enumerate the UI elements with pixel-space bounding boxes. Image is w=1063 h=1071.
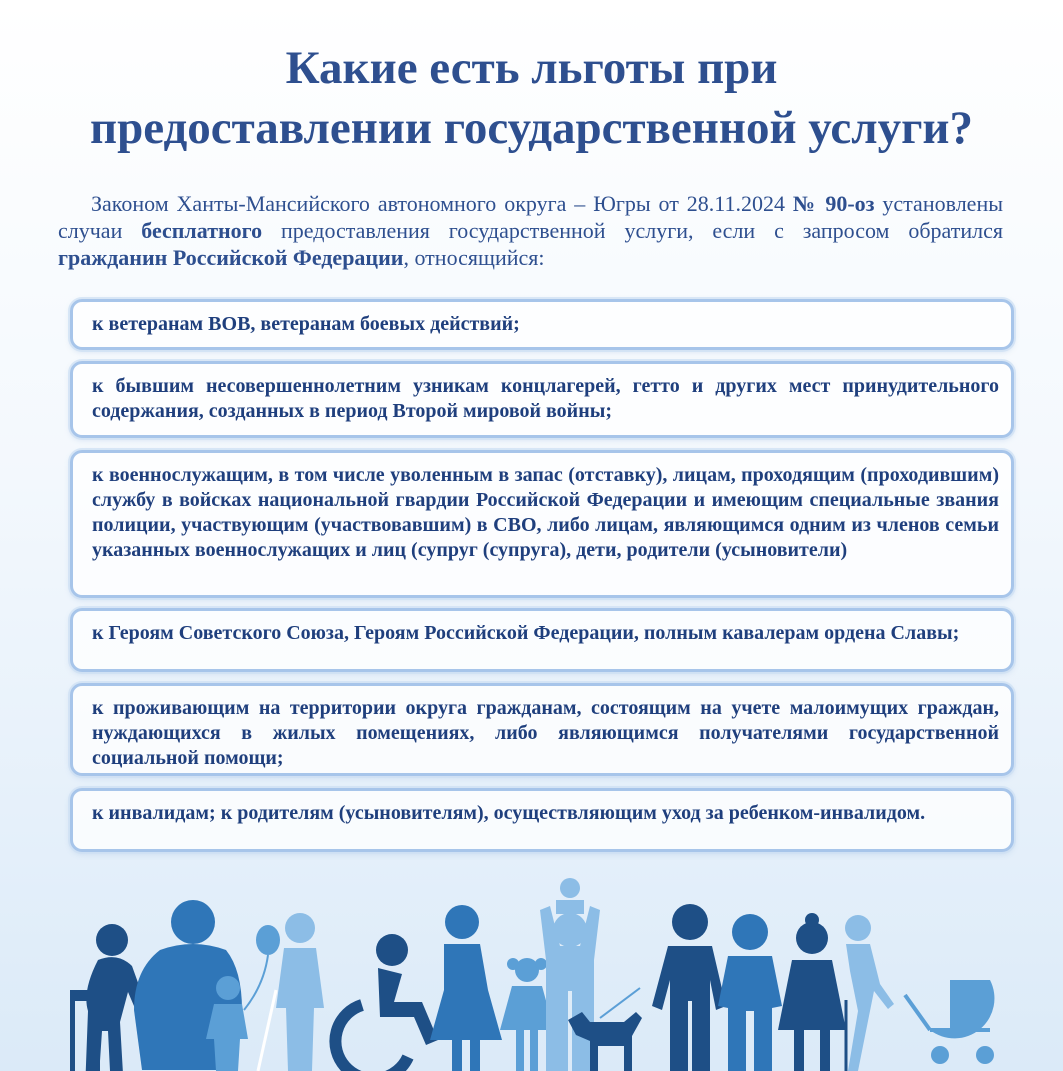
category-text: к бывшим несовершеннолетним узникам концлагерей, гетто и других мест принудительного содержания, созданных в период Второй мировой войны; bbox=[92, 375, 999, 422]
category-text: к ветеранам ВОВ, ветеранам боевых действий; bbox=[92, 313, 520, 335]
law-number: № 90-оз bbox=[792, 191, 875, 216]
little-girl-icon bbox=[500, 958, 554, 1071]
intro-text-1: Законом Ханты-Мансийского автономного округа – Югры от 28.11.2024 bbox=[91, 191, 793, 216]
category-box-low-income bbox=[70, 683, 1014, 776]
wheelchair-user-icon bbox=[335, 934, 438, 1071]
category-box-veterans bbox=[70, 299, 1014, 350]
category-box-disabled bbox=[70, 788, 1014, 852]
category-box-prisoners bbox=[70, 361, 1014, 438]
people-silhouettes-illustration bbox=[0, 870, 1063, 1071]
intro-text-4: , относящийся: bbox=[403, 245, 545, 270]
title-line-2: предоставлении государственной услуги? bbox=[90, 102, 973, 154]
category-text: к военнослужащим, в том числе уволенным в запас (отставку), лицам, проходящим (проходившим) службу в войсках национальной гвардии Российской Федерации и имеющим специальные звания полиции, участвующим (участвовавшим) в СВО, либо лицам, являющимся одним из членов семьи указанных военнослужащих и лиц (супруг (супруга), дети, родители (усыновители) bbox=[92, 464, 999, 561]
intro-text-2: установлены случаи bbox=[58, 191, 1003, 243]
man-with-cane-icon bbox=[652, 904, 726, 1071]
elderly-woman-icon bbox=[778, 913, 846, 1071]
baby-stroller-icon bbox=[905, 980, 994, 1064]
category-box-heroes bbox=[70, 608, 1014, 672]
intro-text-3: предоставления государственной услуги, если с запросом обратился bbox=[262, 218, 1003, 243]
intro-paragraph bbox=[58, 190, 1003, 271]
title-line-1: Какие есть льготы при bbox=[285, 42, 778, 94]
woman-in-dress-icon bbox=[430, 905, 502, 1071]
citizen-keyword: гражданин Российской Федерации bbox=[58, 245, 404, 270]
category-box-military bbox=[70, 450, 1014, 598]
category-text: к проживающим на территории округа гражданам, состоящим на учете малоимущих граждан, нуждающихся в жилых помещениях, либо являющимся получателями государственной социальной помощи; bbox=[92, 697, 999, 769]
man-icon bbox=[718, 914, 782, 1071]
free-keyword: бесплатного bbox=[141, 218, 263, 243]
walking-person-icon bbox=[845, 915, 894, 1071]
page-title bbox=[0, 38, 1063, 158]
category-text: к инвалидам; к родителям (усыновителям), осуществляющим уход за ребенком-инвалидом. bbox=[92, 802, 926, 824]
category-text: к Героям Советского Союза, Героям Российской Федерации, полным кавалерам ордена Славы; bbox=[92, 622, 960, 644]
